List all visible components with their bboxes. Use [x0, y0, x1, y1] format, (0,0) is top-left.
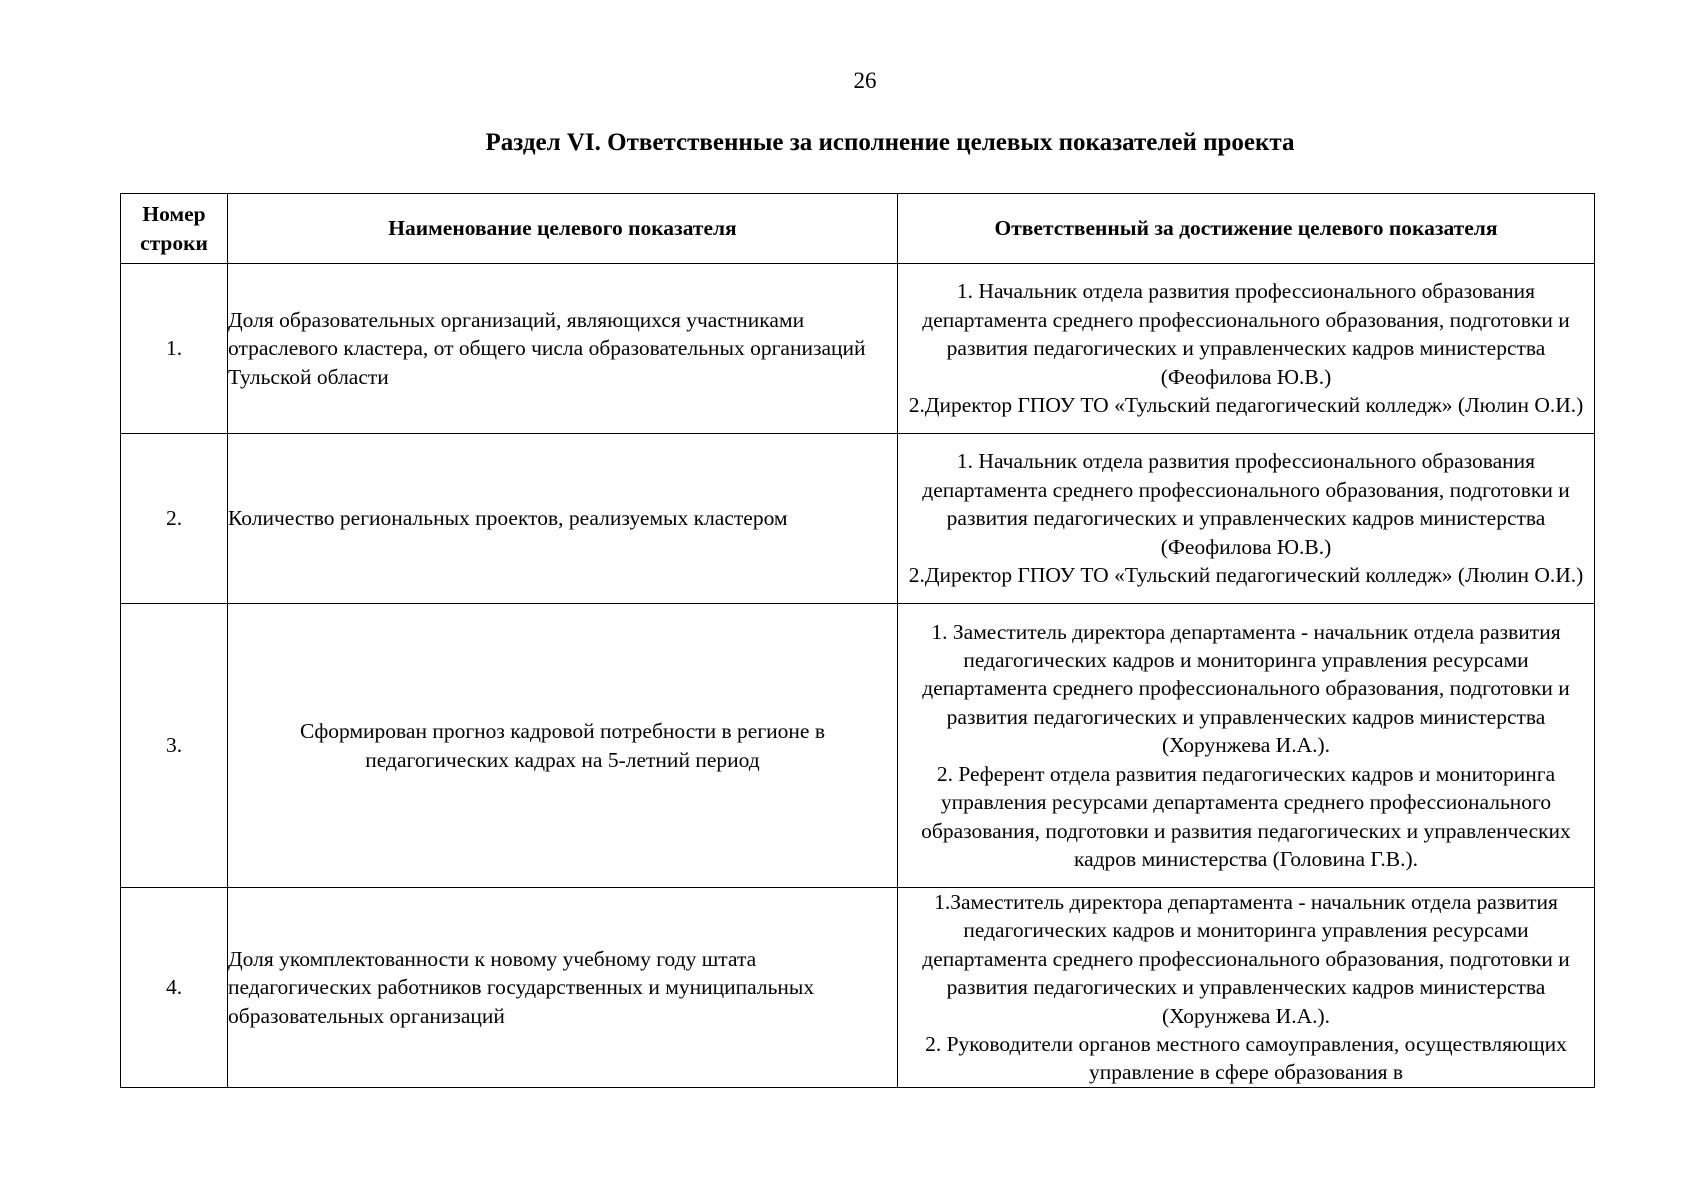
header-responsible: Ответственный за достижение целевого показателя: [898, 194, 1595, 264]
responsible-item: 1. Заместитель директора департамента - начальник отдела развития педагогических кадров и мониторинга управления ресурсами департамента среднего профессионального образования, подготовки и развития педагогических и управленческих кадров министерства (Хорунжева И.А.).: [922, 619, 1570, 758]
responsible-cell: [898, 264, 1595, 434]
responsible-item: 1. Начальник отдела развития профессионального образования департамента среднего профессионального образования, подготовки и развития педагогических и управленческих кадров министерства (Феофилова Ю.В.): [922, 449, 1570, 559]
table-row: [121, 604, 1595, 888]
table-header-row: [121, 194, 1595, 264]
row-number: 4.: [121, 888, 228, 1088]
responsible-item: 2. Руководители органов местного самоуправления, осуществляющих управление в сфере образования в: [925, 1032, 1567, 1085]
responsible-item: 2. Референт отдела развития педагогических кадров и мониторинга управления ресурсами департамента среднего профессионального образования, подготовки и развития педагогических и управленческих кадров министерства (Головина Г.В.).: [921, 761, 1571, 871]
responsible-cell: [898, 888, 1595, 1088]
table-row: [121, 888, 1595, 1088]
section-title: Раздел VI. Ответственные за исполнение целевых показателей проекта: [485, 129, 1295, 156]
row-number: 1.: [121, 264, 228, 434]
header-name: Наименование целевого показателя: [228, 194, 898, 264]
table-row: [121, 264, 1595, 434]
indicator-name: Доля образовательных организаций, являющихся участниками отраслевого кластера, от общего числа образовательных организаций Тульской области: [228, 264, 898, 434]
responsible-item: 2.Директор ГПОУ ТО «Тульский педагогический колледж» (Люлин О.И.): [908, 563, 1584, 588]
responsible-cell: [898, 604, 1595, 888]
indicator-name: Количество региональных проектов, реализуемых кластером: [228, 434, 898, 604]
indicator-name: Сформирован прогноз кадровой потребности в регионе в педагогических кадрах на 5-летний период: [228, 604, 898, 888]
indicator-name: Доля укомплектованности к новому учебному году штата педагогических работников государственных и муниципальных образовательных организаций: [228, 888, 898, 1088]
table-row: [121, 434, 1595, 604]
indicators-table: [120, 193, 1595, 1088]
responsible-item: 1. Начальник отдела развития профессионального образования департамента среднего профессионального образования, подготовки и развития педагогических и управленческих кадров министерства (Феофилова Ю.В.): [922, 279, 1570, 389]
page-number: 26: [853, 68, 877, 93]
row-number: 2.: [121, 434, 228, 604]
responsible-item: 2.Директор ГПОУ ТО «Тульский педагогический колледж» (Люлин О.И.): [908, 393, 1584, 418]
row-number: 3.: [121, 604, 228, 888]
header-number: Номер строки: [121, 194, 228, 264]
responsible-cell: [898, 434, 1595, 604]
responsible-item: 1.Заместитель директора департамента - начальник отдела развития педагогических кадров и мониторинга управления ресурсами департамента среднего профессионального образования, подготовки и развития педагогических и управленческих кадров министерства (Хорунжева И.А.).: [922, 890, 1570, 1028]
